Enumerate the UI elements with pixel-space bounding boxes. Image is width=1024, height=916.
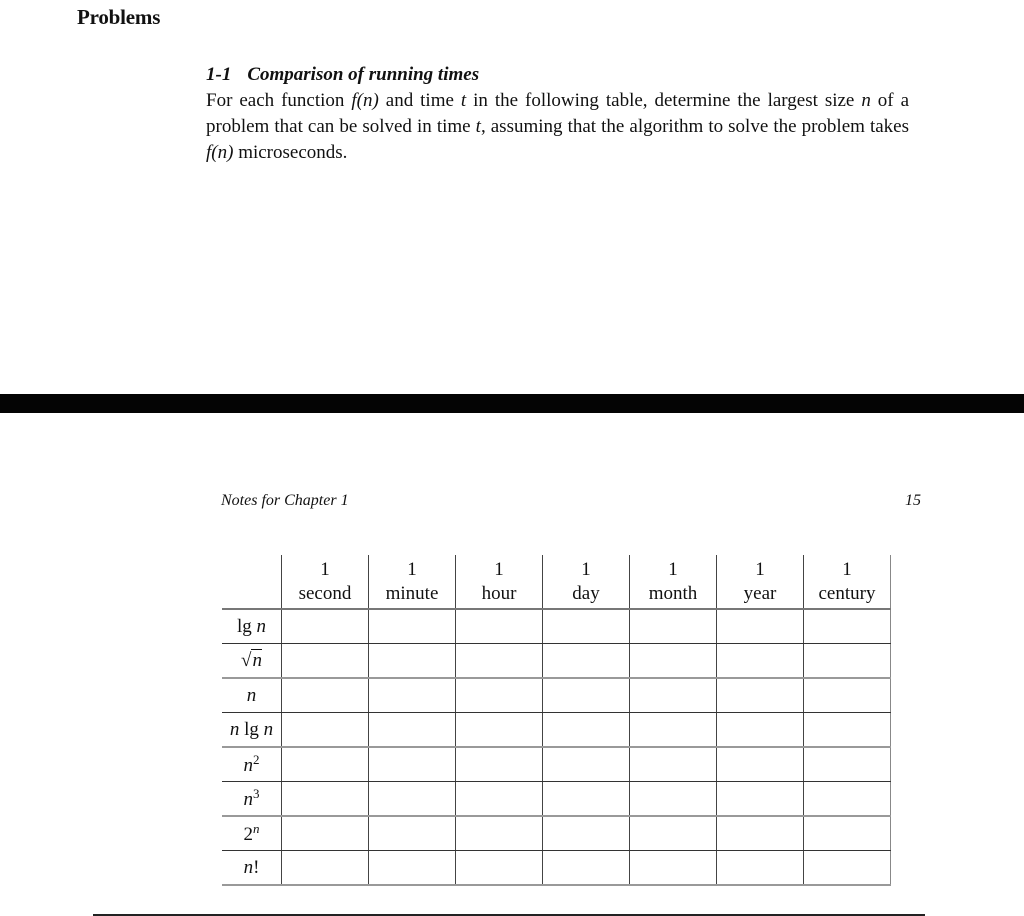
cell bbox=[369, 851, 456, 886]
table-row bbox=[222, 747, 891, 782]
cell bbox=[804, 609, 891, 644]
cell bbox=[456, 678, 543, 713]
cell bbox=[282, 678, 369, 713]
cell bbox=[543, 782, 630, 817]
cell bbox=[543, 609, 630, 644]
row-label-n-cubed bbox=[222, 782, 282, 817]
cell bbox=[717, 782, 804, 817]
cell bbox=[282, 851, 369, 886]
problem-statement bbox=[206, 88, 909, 166]
col-qty: 1 bbox=[842, 559, 852, 580]
header-row bbox=[222, 555, 891, 609]
col-qty: 1 bbox=[320, 559, 330, 580]
col-day bbox=[543, 555, 630, 609]
cell bbox=[369, 747, 456, 782]
cell bbox=[630, 609, 717, 644]
text: , assuming that the algorithm to solve the problem takes bbox=[480, 116, 909, 137]
text: For each function bbox=[206, 90, 352, 111]
row-label-lg-n bbox=[222, 609, 282, 644]
footnote-rule bbox=[93, 914, 925, 916]
text: n bbox=[246, 684, 257, 706]
text: microseconds. bbox=[233, 142, 348, 163]
row-label-sqrt-n bbox=[222, 644, 282, 679]
exponent: 3 bbox=[253, 786, 260, 801]
col-unit: century bbox=[818, 583, 876, 604]
cell bbox=[717, 851, 804, 886]
row-label-n-lg-n bbox=[222, 713, 282, 748]
cell bbox=[282, 816, 369, 851]
cell bbox=[630, 747, 717, 782]
cell bbox=[456, 782, 543, 817]
cell bbox=[717, 816, 804, 851]
cell bbox=[717, 713, 804, 748]
table-row bbox=[222, 782, 891, 817]
col-second bbox=[282, 555, 369, 609]
cell bbox=[282, 609, 369, 644]
cell bbox=[369, 713, 456, 748]
cell bbox=[456, 851, 543, 886]
cell bbox=[630, 816, 717, 851]
cell bbox=[804, 782, 891, 817]
cell bbox=[369, 816, 456, 851]
text: n bbox=[256, 615, 267, 637]
text: n bbox=[263, 718, 274, 740]
text: and time bbox=[378, 90, 461, 111]
row-label-2-to-n bbox=[222, 816, 282, 851]
problem-heading bbox=[206, 62, 909, 88]
col-hour bbox=[456, 555, 543, 609]
table-row bbox=[222, 816, 891, 851]
row-label-n bbox=[222, 678, 282, 713]
table-row bbox=[222, 678, 891, 713]
text: n bbox=[243, 856, 254, 878]
cell bbox=[717, 747, 804, 782]
cell bbox=[630, 782, 717, 817]
cell bbox=[282, 644, 369, 679]
problem-number: 1-1 bbox=[206, 64, 232, 85]
math-f-n: f(n) bbox=[206, 142, 234, 163]
cell bbox=[456, 713, 543, 748]
exponent: n bbox=[253, 821, 260, 836]
row-label-n-squared bbox=[222, 747, 282, 782]
running-times-table bbox=[222, 555, 891, 886]
text: 2 bbox=[243, 824, 253, 845]
math-t: t bbox=[460, 90, 467, 111]
corner-cell bbox=[222, 555, 282, 609]
table-row bbox=[222, 851, 891, 886]
col-year bbox=[717, 555, 804, 609]
cell bbox=[543, 644, 630, 679]
cell bbox=[456, 747, 543, 782]
running-head: Notes for Chapter 1 bbox=[221, 492, 349, 509]
col-qty: 1 bbox=[581, 559, 591, 580]
cell bbox=[369, 644, 456, 679]
page-divider-bar bbox=[0, 394, 1024, 413]
cell bbox=[804, 747, 891, 782]
text: n bbox=[243, 755, 253, 776]
cell bbox=[456, 644, 543, 679]
page-number: 15 bbox=[905, 492, 921, 509]
text: of a problem that can be solved in time bbox=[206, 90, 909, 137]
cell bbox=[543, 747, 630, 782]
col-minute bbox=[369, 555, 456, 609]
cell bbox=[717, 644, 804, 679]
cell bbox=[456, 816, 543, 851]
cell bbox=[630, 678, 717, 713]
math-n: n bbox=[861, 90, 871, 111]
col-qty: 1 bbox=[755, 559, 765, 580]
col-century bbox=[804, 555, 891, 609]
cell bbox=[369, 678, 456, 713]
cell bbox=[804, 713, 891, 748]
cell bbox=[369, 782, 456, 817]
cell bbox=[282, 747, 369, 782]
problem-1-1 bbox=[206, 62, 909, 166]
cell bbox=[369, 609, 456, 644]
text: lg bbox=[236, 615, 252, 637]
math-f-n: f(n) bbox=[351, 90, 379, 111]
cell bbox=[456, 609, 543, 644]
row-label-n-factorial bbox=[222, 851, 282, 886]
section-title: Problems bbox=[77, 5, 161, 29]
table-row bbox=[222, 644, 891, 679]
col-qty: 1 bbox=[668, 559, 678, 580]
col-unit: day bbox=[572, 583, 600, 604]
table-row bbox=[222, 609, 891, 644]
cell bbox=[282, 782, 369, 817]
cell bbox=[543, 851, 630, 886]
radical-sign: √ bbox=[241, 649, 252, 671]
cell bbox=[543, 678, 630, 713]
text: n bbox=[243, 789, 253, 810]
exponent: 2 bbox=[253, 752, 260, 767]
text: lg bbox=[244, 718, 259, 740]
cell bbox=[804, 851, 891, 886]
table-row bbox=[222, 713, 891, 748]
math-t: t bbox=[475, 116, 481, 137]
cell bbox=[717, 609, 804, 644]
cell bbox=[804, 678, 891, 713]
text: ! bbox=[253, 856, 260, 878]
problem-title: Comparison of running times bbox=[247, 64, 480, 85]
cell bbox=[282, 713, 369, 748]
text: n bbox=[229, 718, 240, 740]
col-unit: hour bbox=[481, 583, 517, 604]
cell bbox=[630, 644, 717, 679]
cell bbox=[630, 851, 717, 886]
text: n bbox=[252, 649, 262, 671]
cell bbox=[543, 713, 630, 748]
col-unit: minute bbox=[385, 583, 439, 604]
cell bbox=[804, 816, 891, 851]
col-qty: 1 bbox=[407, 559, 417, 580]
col-qty: 1 bbox=[494, 559, 504, 580]
col-unit: second bbox=[298, 583, 352, 604]
cell bbox=[630, 713, 717, 748]
col-unit: month bbox=[648, 583, 698, 604]
cell bbox=[543, 816, 630, 851]
cell bbox=[804, 644, 891, 679]
cell bbox=[717, 678, 804, 713]
text: in the following table, determine the largest size bbox=[466, 90, 862, 111]
col-unit: year bbox=[743, 583, 777, 604]
col-month bbox=[630, 555, 717, 609]
